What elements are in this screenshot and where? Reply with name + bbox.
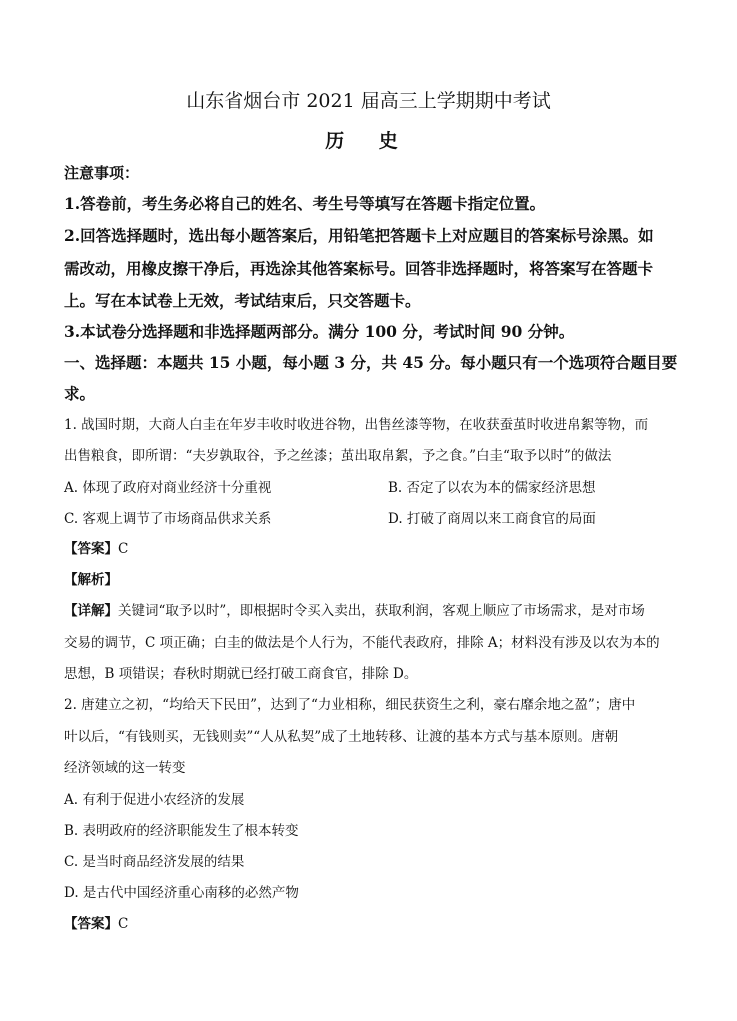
section-heading: 求。: [64, 384, 96, 403]
answer-value: C: [118, 541, 129, 557]
answer-line: [64, 912, 128, 932]
notice-line: 上。写在本试卷上无效，考试结束后，只交答题卡。: [64, 291, 421, 310]
exam-title: 山东省烟台市 2021 届高三上学期期中考试: [186, 90, 551, 112]
question-stem: 叶以后，“有钱则买，无钱则卖”“人从私契”成了土地转移、让渡的基本方式与基本原则。唐朝: [64, 729, 619, 745]
option-a: A. 有利于促进小农经济的发展: [64, 792, 245, 808]
option-c: C. 是当时商品经济发展的结果: [64, 854, 245, 870]
answer-line: [64, 537, 128, 557]
detail-line: [64, 599, 645, 619]
answer-label: 【答案】: [64, 541, 118, 557]
option-d: D. 是古代中国经济重心南移的必然产物: [64, 885, 299, 901]
question-stem: 1. 战国时期，大商人白圭在年岁丰收时收进谷物，出售丝漆等物，在收获蚕茧时收进帛絮等物，而: [64, 417, 649, 433]
detail-text: 关键词“取予以时”，即根据时令买入卖出，获取利润，客观上顺应了市场需求，是对市场: [118, 603, 645, 619]
notice-line: 1.答卷前，考生务必将自己的姓名、考生号等填写在答题卡指定位置。: [64, 194, 546, 213]
option-b: B. 否定了以农为本的儒家经济思想: [388, 480, 596, 496]
question-stem: 2. 唐建立之初，“均给天下民田”，达到了“力业相称，细民获资生之利，豪右靡余地之盈”；唐中: [64, 697, 636, 713]
option-c: C. 客观上调节了市场商品供求关系: [64, 511, 272, 527]
question-stem: 出售粮食，即所谓：“夫岁孰取谷，予之丝漆；茧出取帛絮，予之食。”白圭“取予以时”的做法: [64, 448, 612, 464]
notice-heading: 注意事项：: [64, 164, 140, 182]
option-b: B. 表明政府的经济职能发生了根本转变: [64, 823, 299, 839]
detail-line: 交易的调节，C 项正确；白圭的做法是个人行为，不能代表政府，排除 A；材料没有涉及以农为本的: [64, 635, 660, 651]
notice-line: 需改动，用橡皮擦干净后，再选涂其他答案标号。回答非选择题时，将答案写在答题卡: [64, 259, 654, 278]
answer-label: 【答案】: [64, 916, 118, 932]
option-d: D. 打破了商周以来工商食官的局面: [388, 511, 596, 527]
notice-line: 3.本试卷分选择题和非选择题两部分。满分 100 分，考试时间 90 分钟。: [64, 322, 575, 341]
question-stem: 经济领域的这一转变: [64, 760, 186, 776]
detail-line: 思想，B 项错误；春秋时期就已经打破工商食官，排除 D。: [64, 666, 418, 682]
option-a: A. 体现了政府对商业经济十分重视: [64, 480, 272, 496]
answer-value: C: [118, 916, 129, 932]
section-heading: 一、选择题：本题共 15 小题，每小题 3 分，共 45 分。每小题只有一个选项符合题目要: [64, 353, 678, 372]
detail-label: 【详解】: [64, 603, 118, 619]
analysis-label: 【解析】: [64, 572, 118, 588]
notice-line: 2.回答选择题时，选出每小题答案后，用铅笔把答题卡上对应题目的答案标号涂黑。如: [64, 226, 654, 245]
subject-title: 历 史: [325, 130, 412, 152]
